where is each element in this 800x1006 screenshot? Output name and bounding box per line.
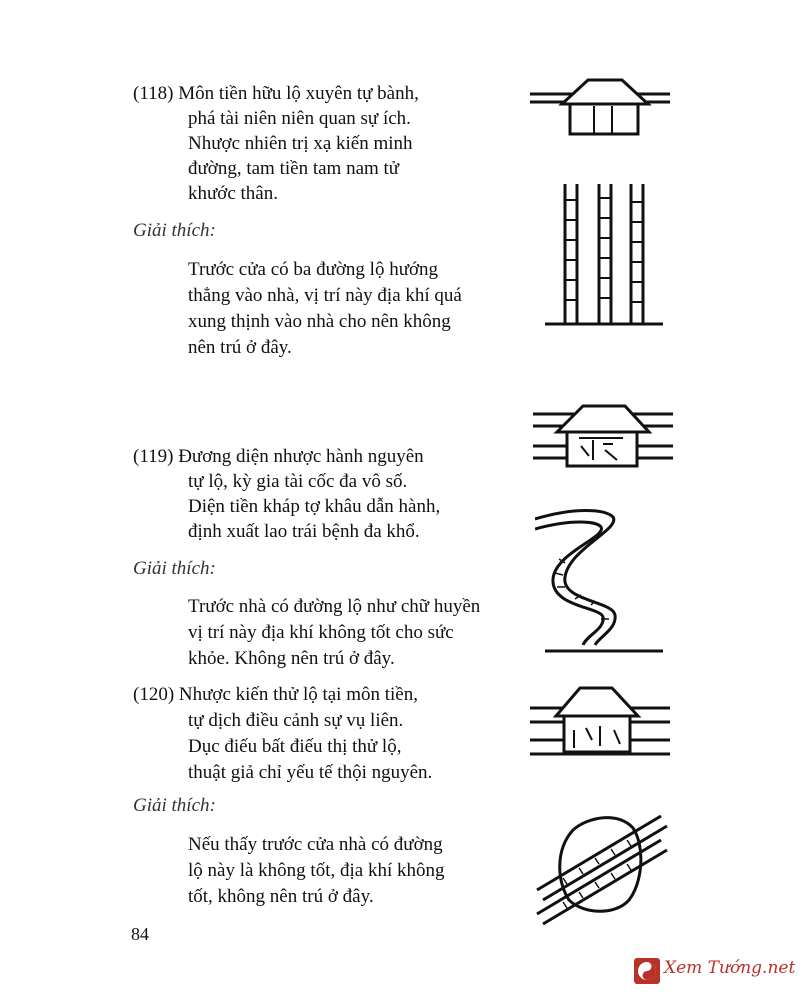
verse-120-line-2: tự dịch điều cảnh sự vụ liên.: [188, 710, 404, 731]
verse-119-line-4: định xuất lao trái bệnh đa khổ.: [188, 521, 420, 542]
explanation-119-line-1: Trước nhà có đường lộ như chữ huyền: [188, 596, 481, 617]
verse-119-line-1: (119) Đương diện nhược hành nguyên: [133, 446, 424, 467]
explanation-119-line-2: vị trí này địa khí không tốt cho sức: [188, 622, 454, 643]
explanation-label-120: Giải thích:: [133, 795, 216, 816]
three-roads-illustration: [545, 180, 665, 330]
verse-118-line-3: Nhược nhiên trị xạ kiến minh: [188, 133, 413, 154]
explanation-118-line-2: thẳng vào nhà, vị trí này địa khí quá: [188, 285, 462, 306]
explanation-118-line-1: Trước cửa có ba đường lộ hướng: [188, 259, 439, 280]
explanation-118-line-3: xung thịnh vào nhà cho nên không: [188, 311, 451, 332]
explanation-119-line-3: khỏe. Không nên trú ở đây.: [188, 648, 395, 669]
diagonal-roads-illustration: [533, 802, 668, 927]
explanation-label-119: Giải thích:: [133, 558, 216, 579]
verse-118-line-4: đường, tam tiền tam nam tử: [188, 158, 400, 179]
explanation-120-line-2: lộ này là không tốt, địa khí không: [188, 860, 445, 881]
verse-120-line-3: Dục điếu bất điếu thị thử lộ,: [188, 736, 402, 757]
verse-118-line-5: khước thân.: [188, 183, 278, 204]
yin-yang-icon: [634, 958, 660, 984]
explanation-label-118: Giải thích:: [133, 220, 216, 241]
watermark: [634, 954, 794, 990]
explanation-118-line-4: nên trú ở đây.: [188, 337, 292, 358]
verse-120-line-4: thuật giả chỉ yếu tế thội nguyên.: [188, 762, 433, 783]
verse-120-line-1: (120) Nhược kiến thử lộ tại môn tiền,: [133, 684, 418, 705]
explanation-120-line-1: Nếu thấy trước cửa nhà có đường: [188, 834, 443, 855]
explanation-120-line-3: tốt, không nên trú ở đây.: [188, 886, 374, 907]
verse-118-line-2: phá tài niên niên quan sự ích.: [188, 108, 411, 129]
house-road-illustration: [530, 72, 670, 142]
house-road-illustration: [533, 400, 673, 475]
watermark-text: Xem Tướng.net: [664, 958, 796, 978]
verse-118-line-1: (118) Môn tiền hữu lộ xuyên tự bành,: [133, 83, 419, 104]
verse-119-line-2: tự lộ, kỳ gia tài cốc đa vô số.: [188, 471, 408, 492]
verse-119-line-3: Diện tiền kháp tợ khâu dẫn hành,: [188, 496, 441, 517]
house-road-illustration: [530, 682, 670, 760]
page-number: 84: [131, 924, 149, 944]
winding-road-illustration: [535, 505, 665, 655]
